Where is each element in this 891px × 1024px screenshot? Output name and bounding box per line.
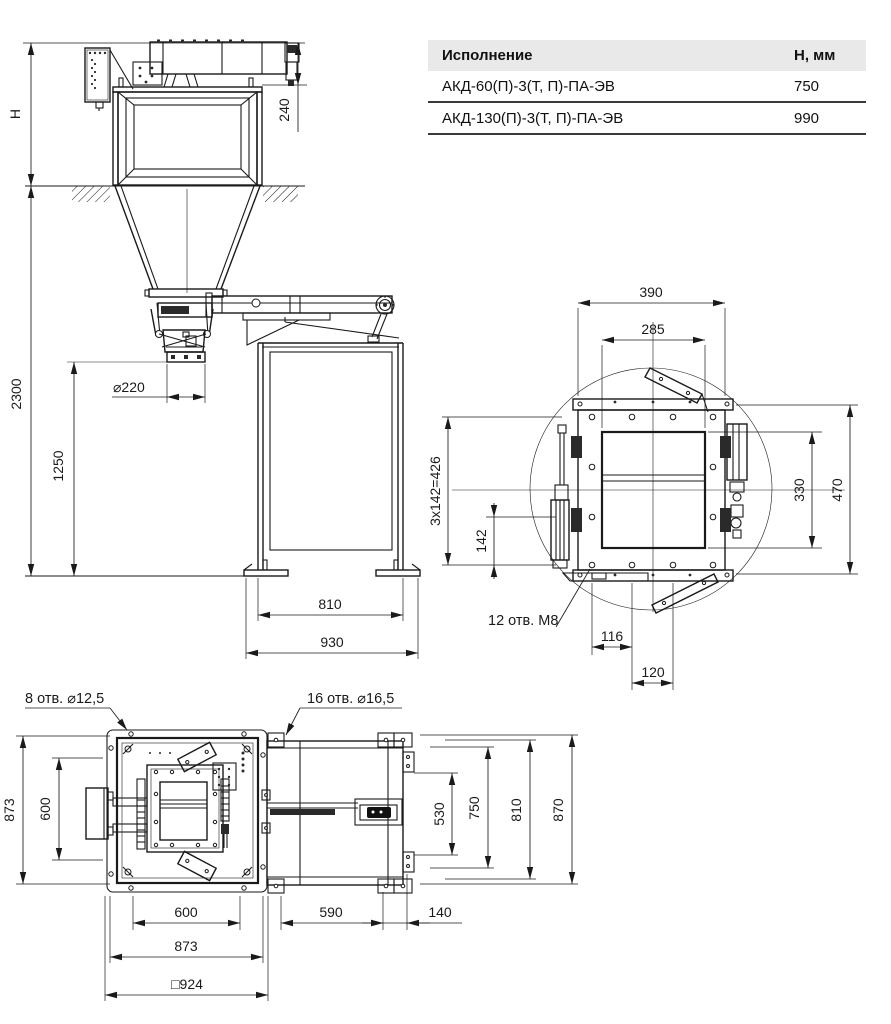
dim-plan-924: □924 bbox=[171, 976, 203, 992]
detail-view bbox=[427, 284, 858, 690]
dim-plan-810: 810 bbox=[508, 798, 524, 822]
dim-plan-530: 530 bbox=[431, 802, 447, 826]
rail-holes bbox=[578, 401, 729, 577]
frame-side-plates bbox=[262, 790, 270, 833]
support-frame bbox=[262, 733, 414, 893]
funnel bbox=[115, 186, 260, 297]
spec-table-header-execution: Исполнение bbox=[442, 47, 533, 64]
dim-front-240: 240 bbox=[276, 98, 292, 122]
detail-circle bbox=[530, 368, 772, 610]
dim-detail-142: 142 bbox=[473, 529, 489, 553]
dim-front-h: Н bbox=[7, 108, 23, 120]
small-bolts bbox=[149, 752, 245, 773]
dim-front-930: 930 bbox=[320, 634, 344, 650]
dim-detail-116: 116 bbox=[600, 628, 624, 644]
receiving-bin bbox=[113, 78, 262, 185]
label-holes-m8: 12 отв. М8 bbox=[488, 613, 559, 629]
dim-detail-390: 390 bbox=[639, 284, 663, 300]
spec-table-header-height: Н, мм bbox=[794, 47, 836, 64]
plate-holes bbox=[109, 732, 265, 890]
detail-dimensions bbox=[427, 284, 858, 690]
spec-row-height: 750 bbox=[794, 77, 820, 95]
dim-plan-140: 140 bbox=[428, 904, 452, 920]
hatch-left bbox=[72, 186, 110, 202]
dim-detail-330: 330 bbox=[791, 478, 807, 502]
dim-plan-873-bottom: 873 bbox=[174, 938, 198, 954]
drive-unit bbox=[133, 40, 299, 88]
dim-detail-470: 470 bbox=[829, 478, 845, 502]
plan-view bbox=[1, 691, 578, 1001]
dim-plan-873-left: 873 bbox=[1, 798, 17, 822]
hatch-right bbox=[263, 186, 298, 202]
front-dimensions bbox=[7, 43, 418, 659]
dim-plan-600-bottom: 600 bbox=[174, 904, 198, 920]
stand bbox=[25, 343, 420, 576]
deflector-flaps bbox=[563, 368, 718, 613]
dim-plan-870: 870 bbox=[550, 798, 566, 822]
support-arm bbox=[206, 293, 399, 345]
plan-flaps bbox=[178, 742, 216, 880]
dim-detail-3x142: 3x142=426 bbox=[427, 456, 443, 526]
dim-detail-285: 285 bbox=[641, 321, 665, 337]
mounting-floor bbox=[25, 186, 305, 202]
dim-plan-600-left: 600 bbox=[37, 797, 53, 821]
spec-row-execution: АКД-60(П)-3(Т, П)-ПА-ЭВ bbox=[442, 77, 615, 95]
plan-dimensions bbox=[1, 691, 578, 1001]
dim-front-d220: ⌀220 bbox=[113, 379, 145, 395]
spec-row-execution: АКД-130(П)-3(Т, П)-ПА-ЭВ bbox=[442, 109, 624, 127]
label-holes-12-5: 8 отв. ⌀12,5 bbox=[25, 691, 105, 707]
dispensing-head bbox=[67, 303, 213, 362]
control-buttons bbox=[89, 52, 106, 89]
dim-plan-590: 590 bbox=[319, 904, 343, 920]
bolt-dots bbox=[139, 67, 154, 84]
dim-front-810: 810 bbox=[318, 596, 342, 612]
flange-holes bbox=[589, 414, 716, 568]
plan-flange bbox=[147, 765, 223, 852]
dim-front-2300: 2300 bbox=[8, 378, 24, 410]
dim-detail-120: 120 bbox=[641, 664, 665, 680]
spec-row-height: 990 bbox=[794, 109, 820, 127]
pneumatic-cylinder-right bbox=[720, 424, 747, 538]
front-view bbox=[7, 40, 420, 660]
frame-tabs bbox=[403, 752, 414, 872]
dim-front-1250: 1250 bbox=[50, 450, 66, 482]
dim-plan-750: 750 bbox=[466, 796, 482, 820]
label-holes-16-5: 16 отв. ⌀16,5 bbox=[307, 691, 395, 707]
frame-arm bbox=[267, 799, 402, 825]
